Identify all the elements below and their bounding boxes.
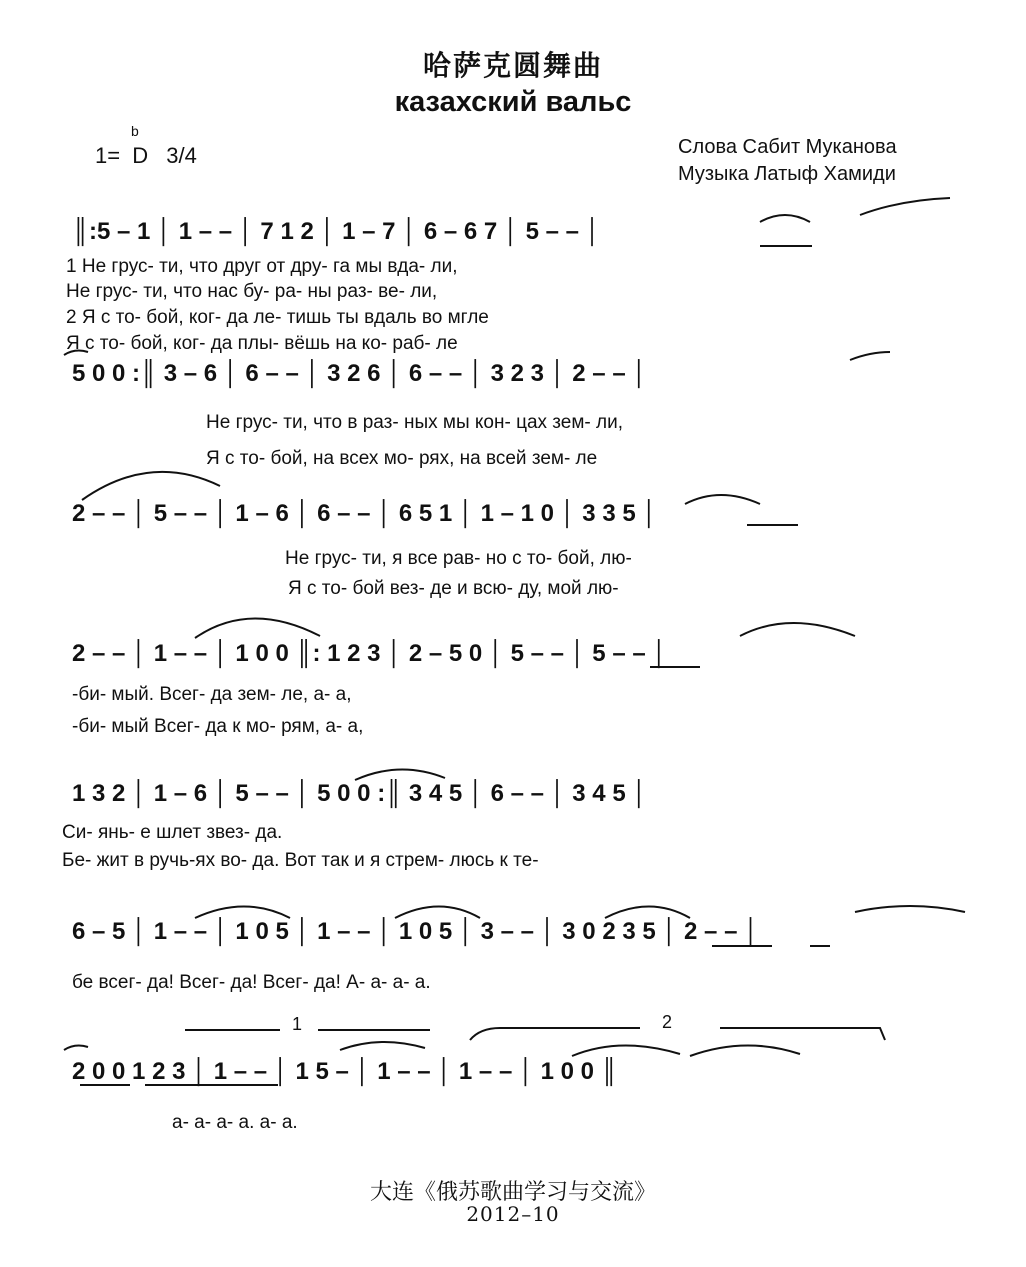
slur — [572, 1045, 680, 1056]
volta-line — [470, 1028, 885, 1040]
lyric-line: Не грус- ти, что нас бу- ра- ны раз- ве- ли, — [66, 281, 438, 302]
notation-line-4: 2 – – │ 1 – – │ 1 0 0 ║: 1 2 3 │ 2 – 5 0 │ 5 – – │ 5 – – │ — [72, 640, 668, 667]
slur — [605, 907, 690, 919]
lyric-line: Я с то- бой вез- де и всю- ду, мой лю- — [288, 578, 619, 599]
slur — [690, 1045, 800, 1056]
slur — [195, 618, 320, 638]
notation-line-7: 2 0 0 1 2 3 │ 1 – – │ 1 5 – │ 1 – – │ 1 – – │ 1 0 0 ║ — [72, 1058, 618, 1085]
notation-line-2: 5 0 0 :║ 3 – 6 │ 6 – – │ 3 2 6 │ 6 – – │ 3 2 3 │ 2 – – │ — [72, 360, 648, 387]
lyric-line: 1 Не грус- ти, что друг от дру- га мы вда- ли, — [66, 256, 458, 277]
slur — [340, 1042, 425, 1050]
lyric-line: Не грус- ти, я все рав- но с то- бой, лю- — [285, 548, 632, 569]
date-caption: 2012–10 — [466, 1202, 560, 1226]
volta-1-label: 1 — [292, 1014, 303, 1034]
flat-sign: b — [131, 123, 139, 139]
slur — [860, 198, 950, 215]
composer: Музыка Латыф Хамиди — [678, 163, 896, 185]
lyric-line: -би- мый. Всег- да зем- ле, а- а, — [72, 684, 352, 705]
slur — [855, 906, 965, 912]
lyric-line: 2 Я с то- бой, ког- да ле- тишь ты вдаль во мгле — [66, 307, 489, 328]
slur — [355, 769, 445, 780]
credits — [678, 134, 897, 188]
slur — [850, 352, 890, 360]
notation-line-3: 2 – – │ 5 – – │ 1 – 6 │ 6 – – │ 6 5 1 │ 1 – 1 0 │ 3 3 5 │ — [72, 500, 658, 527]
slur — [82, 472, 220, 500]
lyric-line: а- а- а- а. а- а. — [172, 1112, 298, 1133]
volta-2-label: 2 — [662, 1012, 673, 1032]
lyric-line: Я с то- бой, на всех мо- рях, на всей зем- ле — [206, 448, 598, 469]
lyricist: Слова Сабит Муканова — [678, 136, 897, 158]
source-caption: 大连《俄苏歌曲学习与交流》 — [369, 1180, 656, 1205]
title-russian: казахский вальс — [394, 86, 632, 118]
lyric-line: бе всег- да! Всег- да! Всег- да! А- а- а- а. — [72, 972, 431, 993]
lyric-line: -би- мый Всег- да к мо- рям, а- а, — [72, 716, 364, 737]
title-chinese: 哈萨克圆舞曲 — [422, 49, 603, 82]
time-signature: 3/4 — [166, 143, 197, 168]
slur — [395, 907, 480, 919]
lyric-line: Не грус- ти, что в раз- ных мы кон- цах зем- ли, — [206, 412, 624, 433]
notation-line-5: 1 3 2 │ 1 – 6 │ 5 – – │ 5 0 0 :║ 3 4 5 │ 6 – – │ 3 4 5 │ — [72, 780, 648, 807]
key-signature — [95, 143, 197, 169]
notation-line-6: 6 – 5 │ 1 – – │ 1 0 5 │ 1 – – │ 1 0 5 │ 3 – – │ 3 0 2 3 5 │ 2 – – │ — [72, 918, 760, 945]
slur — [195, 907, 290, 919]
key-prefix: 1= — [95, 143, 121, 168]
lyric-line: Я с то- бой, ког- да плы- вёшь на ко- раб- ле — [66, 333, 458, 354]
lyric-line: Си- янь- е шлет звез- да. — [62, 822, 283, 843]
slur — [740, 623, 855, 636]
notation-line-1: ║:5 – 1 │ 1 – – │ 7 1 2 │ 1 – 7 │ 6 – 6 7 │ 5 – – │ — [72, 218, 601, 245]
lyric-line: Бе- жит в ручь-ях во- да. Вот так и я стрем- люсь к те- — [62, 850, 539, 871]
key-note: D — [132, 143, 149, 168]
slur — [64, 1046, 88, 1050]
